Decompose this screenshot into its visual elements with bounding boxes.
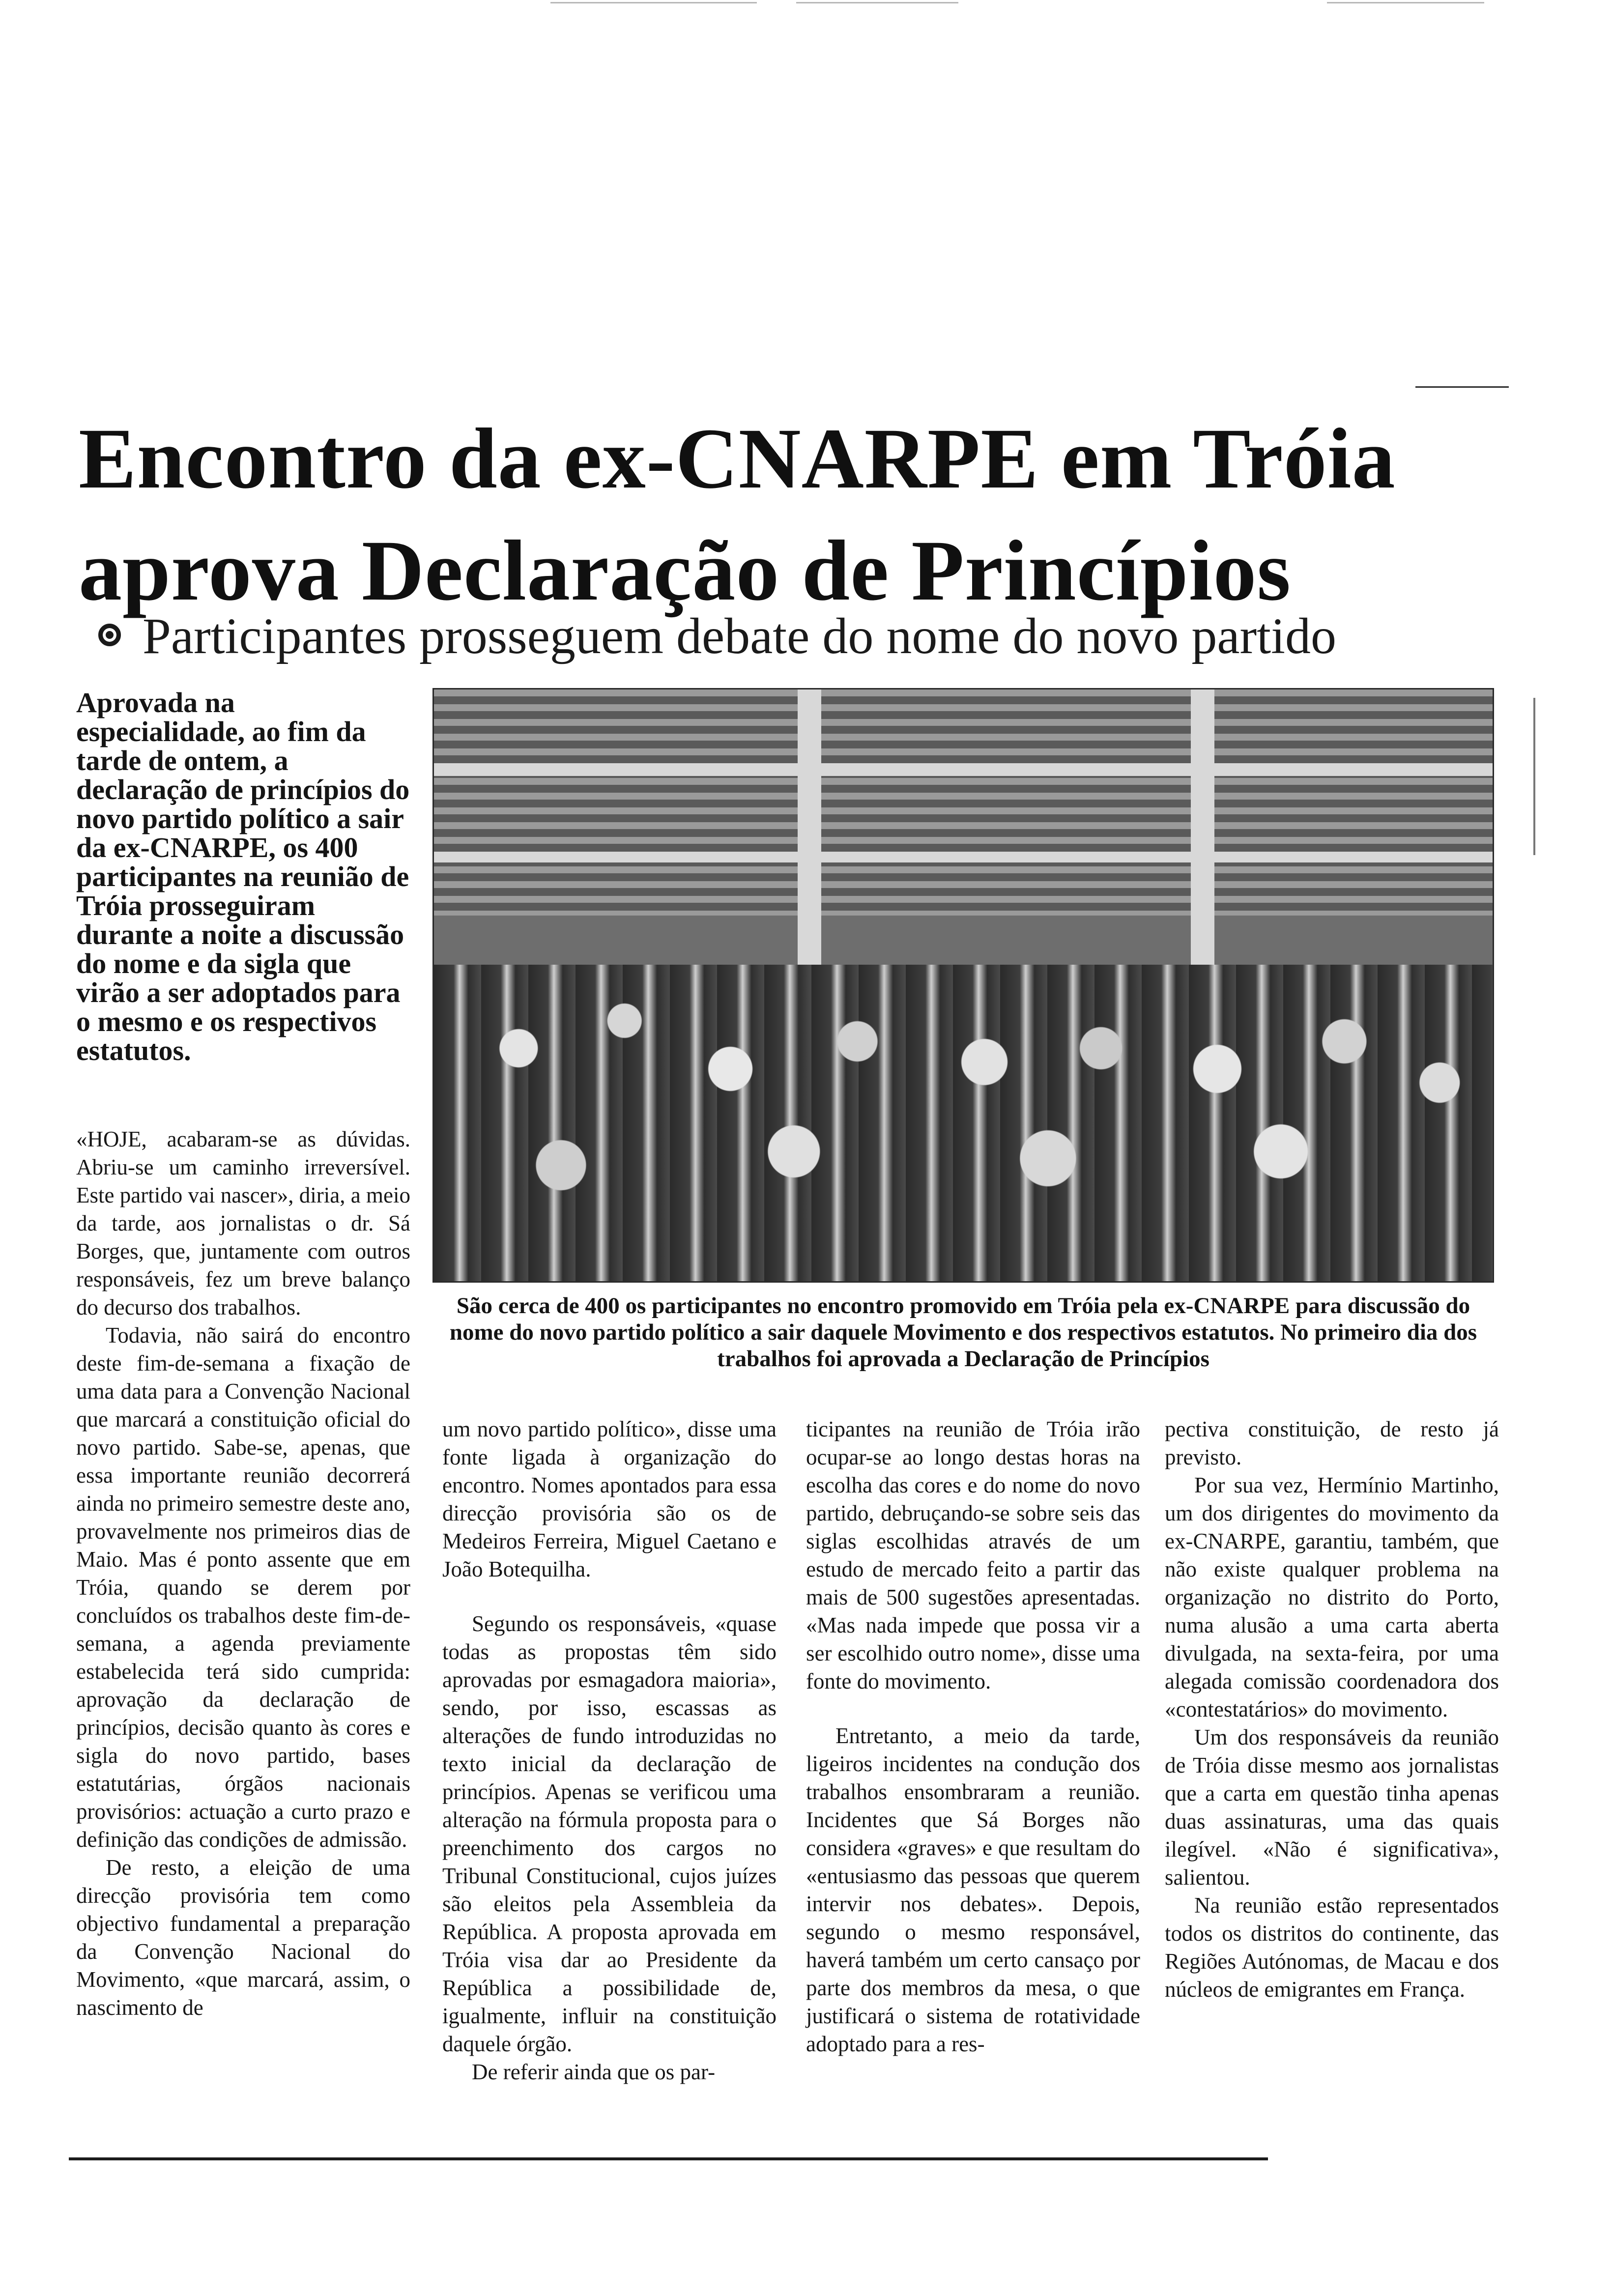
column-2 [442, 1415, 777, 2086]
paragraph: De referir ainda que os par- [472, 2060, 716, 2084]
scan-mark [1415, 386, 1509, 388]
paragraph: Entretanto, a meio da tarde, ligeiros incidentes na condução dos trabalhos ensombraram a reunião. Incidentes que Sá Borges não considera «graves» e que resultam do «entusiasmo das pessoas que querem intervir nos debates». Depois, segundo o mesmo responsável, haverá também um certo cansaço por parte dos membros da mesa, o que justificará o sistema de rotatividade adoptado para a res- [806, 1723, 1140, 2056]
subheadline-text: Participantes prosseguem debate do nome do novo partido [143, 608, 1336, 664]
photo-caption: São cerca de 400 os participantes no encontro promovido em Tróia pela ex-CNARPE para discussão do nome do novo partido político a sair daquele Movimento e dos respectivos estatutos. No primeiro dia dos trabalhos foi aprovada a Declaração de Princípios [449, 1293, 1477, 1372]
column-1 [76, 1125, 410, 2022]
paragraph: Na reunião estão representados todos os distritos do continente, das Regiões Autónomas, de Macau e dos núcleos de emigrantes em França. [1165, 1893, 1499, 2002]
paragraph: Por sua vez, Hermínio Martinho, um dos dirigentes do movimento da ex-CNARPE, garantiu, também, que não existe qualquer problema na organização no distrito do Porto, numa alusão a uma carta aberta divulgada, na sexta-feira, por uma alegada comissão coordenadora dos «contestatários» do movimento. [1165, 1473, 1499, 1722]
paragraph: Segundo os responsáveis, «quase todas as propostas têm sido aprovadas por esmagadora maioria», sendo, por isso, escassas as alterações de fundo introduzidas no texto inicial da declaração de princípios. Apenas se verificou uma alteração na fórmula proposta para o preenchimento dos cargos no Tribunal Constitucional, cujos juízes são eleitos pela Assembleia da República. A proposta aprovada em Tróia visa dar ao Presidente da República a possibilidade de, igualmente, influir na constituição daquele órgão. [442, 1611, 777, 2056]
headline-line-2: aprova Declaração de Princípios [79, 523, 1291, 619]
headline-line-1: Encontro da ex-CNARPE em Tróia [79, 411, 1396, 507]
paragraph: Todavia, não sairá do encontro deste fim-de-semana a fixação de uma data para a Convenção Nacional que marcará a constituição oficial do novo partido. Sabe-se, apenas, que essa importante reunião decorrerá ainda no primeiro semestre deste ano, provavelmente nos primeiros dias de Maio. Mas é ponto assente que em Tróia, quando se derem por concluídos os trabalhos deste fim-de-semana, a agenda previamente estabelecida terá sido cumprida: aprovação da declaração de princípios, decisão quanto às cores e sigla do novo partido, bases estatutárias, órgãos nacionais provisórios: actuação a curto prazo e definição das condições de admissão. [76, 1323, 410, 1852]
headline [79, 403, 1504, 627]
photo-audience-heads [434, 945, 1493, 1283]
column-4 [1165, 1415, 1499, 2004]
paragraph: De resto, a eleição de uma direcção provisória tem como objectivo fundamental a preparação da Convenção Nacional do Movimento, «que marcará, assim, o nascimento de [76, 1855, 410, 2020]
photo-beam [434, 852, 1494, 862]
scan-mark [796, 2, 958, 3]
paragraph: um novo partido político», disse uma fonte ligada à organização do encontro. Nomes apontados para essa direcção provisória são os de Medeiros Ferreira, Miguel Caetano e João Botequilha. [442, 1417, 777, 1581]
paragraph: ticipantes na reunião de Tróia irão ocupar-se ao longo destas horas na escolha das cores e do nome do novo partido, debruçando-se sobre seis das siglas escolhidas através de um estudo de mercado feito a partir das mais de 500 sugestões apresentadas. «Mas nada impede que possa vir a ser escolhido outro nome», disse uma fonte do movimento. [806, 1417, 1140, 1693]
paragraph: pectiva constituição, de resto já previsto. [1165, 1417, 1499, 1469]
photo-beam [798, 689, 821, 984]
photo-ceiling [434, 689, 1493, 916]
photo-beam [434, 763, 1494, 776]
paragraph: «HOJE, acabaram-se as dúvidas. Abriu-se um caminho irreversível. Este partido vai nascer», diria, a meio da tarde, aos jornalistas o dr. Sá Borges, que, juntamente com outros responsáveis, fez um breve balanço do decurso dos trabalhos. [76, 1127, 410, 1320]
subheadline [98, 604, 1524, 668]
column-3 [806, 1415, 1140, 2058]
photo-audience [432, 688, 1494, 1283]
right-margin-rule [1533, 698, 1535, 855]
bullet-icon [98, 624, 121, 646]
scan-mark [550, 2, 757, 3]
scan-mark [1327, 2, 1484, 3]
bottom-rule [69, 2157, 1268, 2160]
paragraph: Um dos responsáveis da reunião de Tróia disse mesmo aos jornalistas que a carta em questão tinha apenas duas assinaturas, uma das quais ilegível. «Não é significativa», salientou. [1165, 1725, 1499, 1890]
lead-paragraph: Aprovada na especialidade, ao fim da tarde de ontem, a declaração de princípios do novo partido político a sair da ex-CNARPE, os 400 participantes na reunião de Tróia prosseguiram durante a noite a discussão do nome e da sigla que virão a ser adoptados para o mesmo e os respectivos estatutos. [76, 687, 410, 1066]
